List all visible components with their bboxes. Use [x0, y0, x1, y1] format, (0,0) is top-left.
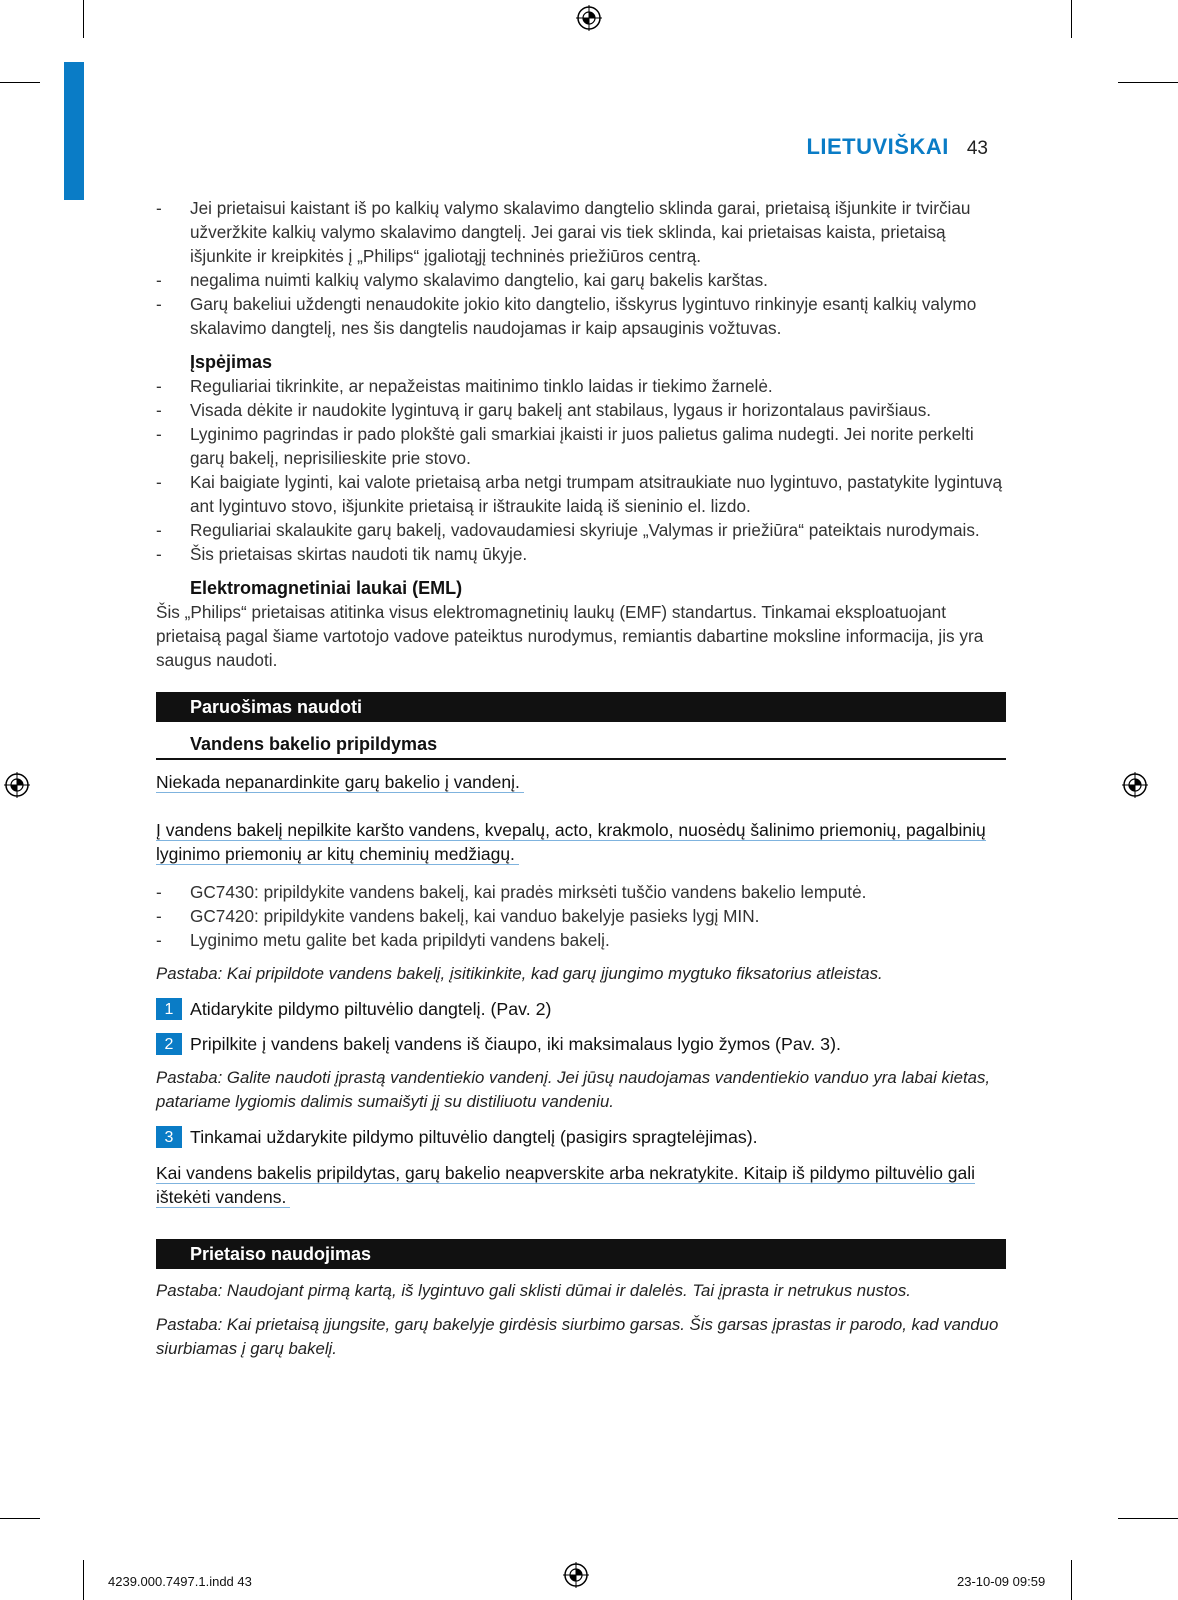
- warning-text: Kai vandens bakelis pripildytas, garų bakelio neapverskite arba nekratykite. Kitaip iš pildymo piltuvėlio gali ištekėti vandens.: [156, 1163, 976, 1207]
- crop-mark: [83, 1560, 84, 1600]
- list-item: - Lyginimo metu galite bet kada pripildyti vandens bakelį.: [156, 930, 610, 950]
- crop-mark: [1071, 1560, 1072, 1600]
- step-number-badge: 1: [156, 998, 182, 1020]
- section-bar-preparation: Paruošimas naudoti: [156, 692, 1006, 722]
- subheading-fill-tank: Vandens bakelio pripildymas: [156, 732, 1006, 760]
- crop-mark: [1118, 1518, 1178, 1519]
- step-number-badge: 3: [156, 1126, 182, 1148]
- list-item: - GC7430: pripildykite vandens bakelį, kai pradės mirksėti tuščio vandens bakelio lemputė.: [156, 882, 867, 902]
- list-item: - Kai baigiate lyginti, kai valote prietaisą arba netgi trumpam atsitraukiate nuo lygintuvo, pastatykite lygintuvą ant lygintuvo stovo, išjunkite prietaisą ir ištraukite laidą iš sieninio el. lizdo.: [156, 472, 1003, 516]
- registration-mark-icon: [4, 772, 30, 798]
- page-number: 43: [966, 138, 988, 159]
- page-header: [806, 134, 988, 160]
- list-item: - Lyginimo pagrindas ir pado plokštė gali smarkiai įkaisti ir juos palietus galima nudegti. Jei norite perkelti garų bakelį, neprisilieskite prie stovo.: [156, 424, 974, 468]
- crop-mark: [1071, 0, 1072, 38]
- warning-text: Niekada nepanardinkite garų bakelio į vandenį.: [156, 770, 1006, 794]
- list-item: - Jei prietaisui kaistant iš po kalkių valymo skalavimo dangtelio sklinda garai, prietaisą išjunkite ir tvirčiau užveržkite kalkių valymo skalavimo dangtelį. Jei garai vis tiek sklinda, kai prietaisas kaista, prietaisą išjunkite ir kreipkitės į „Philips“ įgaliotąjį techninės priežiūros centrą.: [156, 198, 971, 266]
- section-bar-usage: Prietaiso naudojimas: [156, 1239, 1006, 1269]
- note-text: Pastaba: Naudojant pirmą kartą, iš lygintuvo gali sklisti dūmai ir dalelės. Tai įprasta ir netrukus nustos.: [156, 1281, 911, 1300]
- registration-mark-icon: [1122, 772, 1148, 798]
- crop-mark: [0, 1518, 40, 1519]
- note-text: Pastaba: Kai pripildote vandens bakelį, įsitikinkite, kad garų įjungimo mygtuko fiksatorius atleistas.: [156, 964, 883, 983]
- list-item: - Reguliariai skalaukite garų bakelį, vadovaudamiesi skyriuje „Valymas ir priežiūra“ pateiktais nurodymais.: [156, 520, 980, 540]
- crop-mark: [1118, 82, 1178, 83]
- list-item: - Šis prietaisas skirtas naudoti tik namų ūkyje.: [156, 544, 528, 564]
- list-item: - Garų bakeliui uždengti nenaudokite jokio kito dangtelio, išskyrus lygintuvo rinkinyje esantį kalkių valymo skalavimo dangtelį, nes šis dangtelis naudojamas ir kaip apsauginis vožtuvas.: [156, 294, 977, 338]
- note-text: Pastaba: Galite naudoti įprastą vandentiekio vandenį. Jei jūsų naudojamas vandentiekio vanduo yra labai kietas, patariame lygiomis dalimis sumaišyti jį su distiliuotu vandeniu.: [156, 1068, 991, 1111]
- caution-heading: Įspėjimas: [190, 352, 273, 372]
- step-item: 3 Tinkamai uždarykite pildymo piltuvėlio dangtelį (pasigirs spragtelėjimas).: [156, 1125, 1006, 1149]
- list-item: - GC7420: pripildykite vandens bakelį, kai vanduo bakelyje pasieks lygį MIN.: [156, 906, 760, 926]
- warning-text: Į vandens bakelį nepilkite karšto vandens, kvepalų, acto, krakmolo, nuosėdų šalinimo priemonių, pagalbinių lyginimo priemonių ar kitų cheminių medžiagų.: [156, 820, 986, 864]
- crop-mark: [0, 82, 40, 83]
- list-item: - negalima nuimti kalkių valymo skalavimo dangtelio, kai garų bakelis karštas.: [156, 270, 768, 290]
- footer-datetime: 23-10-09 09:59: [957, 1574, 1046, 1589]
- registration-mark-icon: [576, 5, 602, 31]
- list-item: - Reguliariai tikrinkite, ar nepažeistas maitinimo tinklo laidas ir tiekimo žarnelė.: [156, 376, 773, 396]
- registration-mark-icon: [563, 1562, 589, 1588]
- step-number-badge: 2: [156, 1033, 182, 1055]
- language-tab-marker: [64, 62, 84, 200]
- crop-mark: [83, 0, 84, 38]
- step-item: 2 Pripilkite į vandens bakelį vandens iš čiaupo, iki maksimalaus lygio žymos (Pav. 3).: [156, 1032, 1006, 1056]
- step-item: 1 Atidarykite pildymo piltuvėlio dangtelį. (Pav. 2): [156, 997, 1006, 1021]
- page-content: [156, 196, 1006, 1361]
- list-item: - Visada dėkite ir naudokite lygintuvą ir garų bakelį ant stabilaus, lygaus ir horizontalaus paviršiaus.: [156, 400, 932, 420]
- language-title: LIETUVIŠKAI: [806, 134, 949, 159]
- footer-file-info: 4239.000.7497.1.indd 43: [108, 1574, 252, 1589]
- emf-text: Šis „Philips“ prietaisas atitinka visus elektromagnetinių laukų (EMF) standartus. Tinkamai eksploatuojant prietaisą pagal šiame vartotojo vadove pateiktus nurodymus, remiantis dabartine moksline informacija, jis yra saugus naudoti.: [156, 602, 984, 670]
- emf-heading: Elektromagnetiniai laukai (EML): [190, 578, 463, 598]
- note-text: Pastaba: Kai prietaisą įjungsite, garų bakelyje girdėsis siurbimo garsas. Šis garsas įprastas ir parodo, kad vanduo siurbiamas į garų bakelį.: [156, 1315, 999, 1358]
